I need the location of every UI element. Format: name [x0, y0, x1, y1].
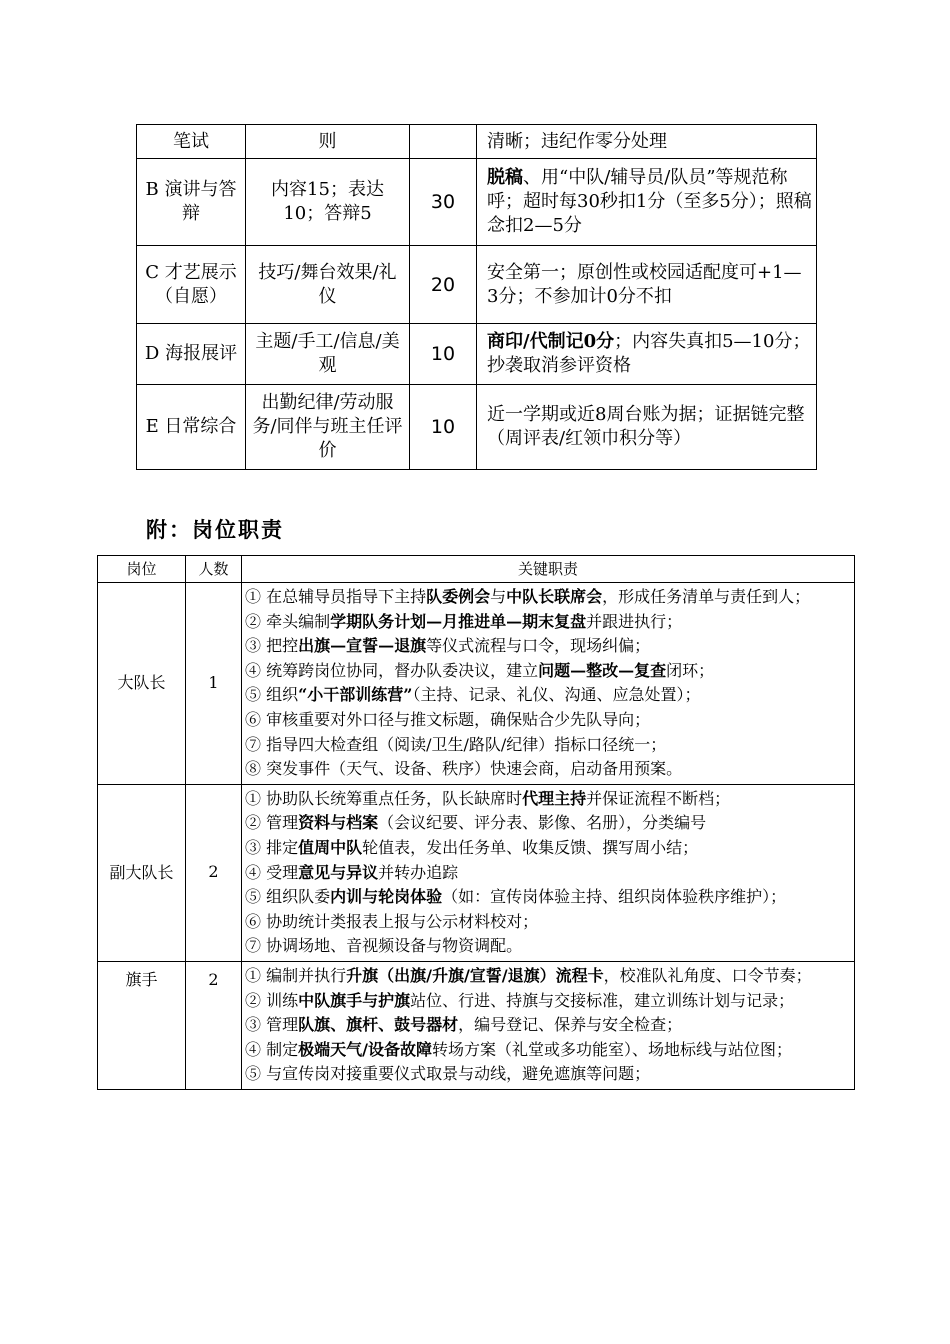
duty-row	[98, 784, 855, 961]
rule-text: 清晰；违纪作零分处理	[487, 130, 667, 152]
scoring-item: E 日常综合	[137, 385, 246, 470]
duty-text: 并保证流程不断档；	[586, 788, 731, 808]
rule-text: 安全第一；原创性或校园适配度可+1—3分；不参加计0分不扣	[487, 261, 802, 307]
scoring-row	[137, 385, 817, 470]
scoring-points: 20	[410, 246, 477, 324]
scoring-points: 10	[410, 385, 477, 470]
scoring-row	[137, 246, 817, 324]
duty-text: ③ 排定	[245, 837, 299, 857]
duty-text: （主持、记录、礼仪、沟通、应急处置）；	[412, 685, 701, 705]
duty-text: ⑤ 与宣传岗对接重要仪式取景与动线，避免遮旗等问题；	[245, 1064, 651, 1084]
duty-text: ① 协助队长统筹重点任务，队长缺席时	[245, 788, 523, 808]
duty-row	[98, 583, 855, 785]
duty-text: ④ 受理	[245, 862, 299, 882]
duty-item	[245, 757, 850, 782]
section-heading: 附：岗位职责	[146, 517, 284, 542]
duty-text: 队委例会	[426, 587, 491, 606]
scoring-points	[410, 125, 477, 159]
scoring-points: 30	[410, 159, 477, 246]
duty-text: 与	[490, 587, 507, 606]
duty-text: ① 编制并执行	[245, 965, 347, 985]
duty-item	[245, 836, 850, 861]
duty-count: 1	[186, 583, 242, 785]
duty-text: ② 训练	[245, 990, 299, 1010]
duty-text: 资料与档案	[298, 813, 379, 833]
duty-item	[245, 683, 850, 708]
scoring-content: 出勤纪律/劳动服务/同伴与班主任评价	[246, 385, 410, 470]
duty-item	[245, 811, 850, 836]
duty-item	[245, 910, 850, 935]
duty-text: （会议纪要、评分表、影像、名册），分类编号	[378, 813, 707, 833]
duty-text: ④ 统筹跨岗位协同，督办队委决议，建立	[245, 660, 539, 680]
scoring-rules	[477, 125, 817, 159]
scoring-item: C 才艺展示（自愿）	[137, 246, 246, 324]
duty-text: ，校准队礼角度、口令节奏；	[603, 965, 812, 985]
duty-count: 2	[186, 784, 242, 961]
duty-text: 代理主持	[522, 788, 587, 808]
duty-text: 轮值表，发出任务单、收集反馈、撰写周小结；	[362, 837, 699, 857]
duty-table	[97, 555, 855, 1090]
rule-text: 近一学期或近8周台账为据；证据链完整（周评表/红领巾积分等）	[487, 404, 805, 449]
header-count: 人数	[186, 556, 242, 583]
scoring-rules	[477, 159, 817, 246]
duty-text: 出旗—宣誓—退旗	[298, 636, 427, 656]
duty-text: ④ 制定	[245, 1039, 299, 1059]
duty-item	[245, 1038, 850, 1063]
duty-position: 大队长	[98, 583, 186, 785]
duty-item	[245, 733, 850, 758]
duty-list	[242, 784, 855, 961]
duty-text: 极端天气/设备故障	[298, 1039, 432, 1059]
scoring-rules	[477, 385, 817, 470]
duty-row	[98, 961, 855, 1089]
duty-item	[245, 708, 850, 733]
duty-text: ② 管理	[245, 813, 299, 833]
duty-text: 等仪式流程与口令，现场纠偏；	[426, 636, 651, 656]
header-position: 岗位	[98, 556, 186, 583]
rule-text: 、用“中队/辅导员/队员”等规范称呼；超时每30秒扣1分（至多5分）；照稿念扣2—5分	[487, 167, 812, 236]
duty-item	[245, 1062, 850, 1087]
duty-text: 中队旗手与护旗	[298, 990, 411, 1010]
duty-text: （如：宣传岗体验主持、组织岗体验秩序维护）；	[442, 887, 787, 907]
scoring-item: B 演讲与答辩	[137, 159, 246, 246]
duty-position: 旗手	[98, 961, 186, 1089]
duty-text: 转场方案（礼堂或多功能室）、场地标线与站位图；	[431, 1039, 792, 1059]
rule-text: ；内容失真扣5—10分；抄袭取消参评资格	[487, 331, 811, 376]
duty-text: ⑤ 组织队委	[245, 887, 331, 907]
scoring-row	[137, 159, 817, 246]
duty-position: 副大队长	[98, 784, 186, 961]
duty-text: 升旗（出旗/升旗/宣誓/退旗）流程卡	[346, 965, 604, 985]
scoring-table	[136, 124, 817, 470]
duty-text: 值周中队	[298, 837, 363, 857]
duty-text: 队旗、旗杆、鼓号器材	[298, 1015, 459, 1035]
duty-item	[245, 861, 850, 886]
scoring-row	[137, 324, 817, 385]
scoring-content: 内容15；表达10；答辩5	[246, 159, 410, 246]
duty-text: ① 在总辅导员指导下主持	[245, 587, 427, 606]
duty-text: “小干部训练营”	[298, 685, 413, 705]
duty-list	[242, 961, 855, 1089]
duty-text: ⑦ 指导四大检查组（阅读/卫生/路队/纪律）指标口径统一；	[245, 734, 667, 754]
duty-text: ⑧ 突发事件（天气、设备、秩序）快速会商，启动备用预案。	[245, 759, 683, 779]
duty-item	[245, 610, 850, 635]
duty-item	[245, 885, 850, 910]
duty-item	[245, 1013, 850, 1038]
rule-text: 脱稿	[487, 167, 523, 188]
duty-text: ⑦ 协调场地、音视频设备与物资调配。	[245, 936, 523, 956]
duty-text: ③ 管理	[245, 1015, 299, 1035]
scoring-rules	[477, 324, 817, 385]
duty-item	[245, 964, 850, 989]
duty-text: 意见与异议	[298, 862, 379, 882]
duty-item	[245, 787, 850, 812]
duty-text: ，编号登记、保养与安全检查；	[458, 1015, 683, 1035]
duty-text: 学期队务计划—月推进单—期末复盘	[330, 611, 587, 631]
duty-table-header-row	[98, 556, 855, 583]
duty-count: 2	[186, 961, 242, 1089]
duty-text: ⑥ 协助统计类报表上报与公示材料校对；	[245, 911, 539, 931]
scoring-rules	[477, 246, 817, 324]
scoring-row	[137, 125, 817, 159]
scoring-item: D 海报展评	[137, 324, 246, 385]
scoring-content: 主题/手工/信息/美观	[246, 324, 410, 385]
scoring-points: 10	[410, 324, 477, 385]
duty-text: ⑥ 审核重要对外口径与推文标题，确保贴合少先队导向；	[245, 709, 651, 729]
duty-text: ，形成任务清单与责任到人；	[602, 587, 811, 606]
duty-item	[245, 585, 850, 610]
duty-text: ⑤ 组织	[245, 685, 299, 705]
duty-text: 问题—整改—复查	[538, 660, 667, 680]
duty-text: 站位、行进、持旗与交接标准，建立训练计划与记录；	[410, 990, 795, 1010]
duty-text: 中队长联席会	[506, 587, 603, 606]
duty-text: ② 牵头编制	[245, 611, 331, 631]
duty-list	[242, 583, 855, 785]
duty-text: ③ 把控	[245, 636, 299, 656]
scoring-item: 笔试	[137, 125, 246, 159]
scoring-content: 则	[246, 125, 410, 159]
duty-item	[245, 659, 850, 684]
scoring-content: 技巧/舞台效果/礼仪	[246, 246, 410, 324]
duty-item	[245, 634, 850, 659]
header-duties: 关键职责	[242, 556, 855, 583]
duty-text: 并转办追踪	[378, 862, 459, 882]
duty-text: 闭环；	[666, 660, 715, 680]
duty-item	[245, 934, 850, 959]
duty-text: 并跟进执行；	[586, 611, 683, 631]
duty-item	[245, 989, 850, 1014]
rule-text: 商印/代制记0分	[487, 331, 615, 352]
duty-text: 内训与轮岗体验	[330, 887, 443, 907]
